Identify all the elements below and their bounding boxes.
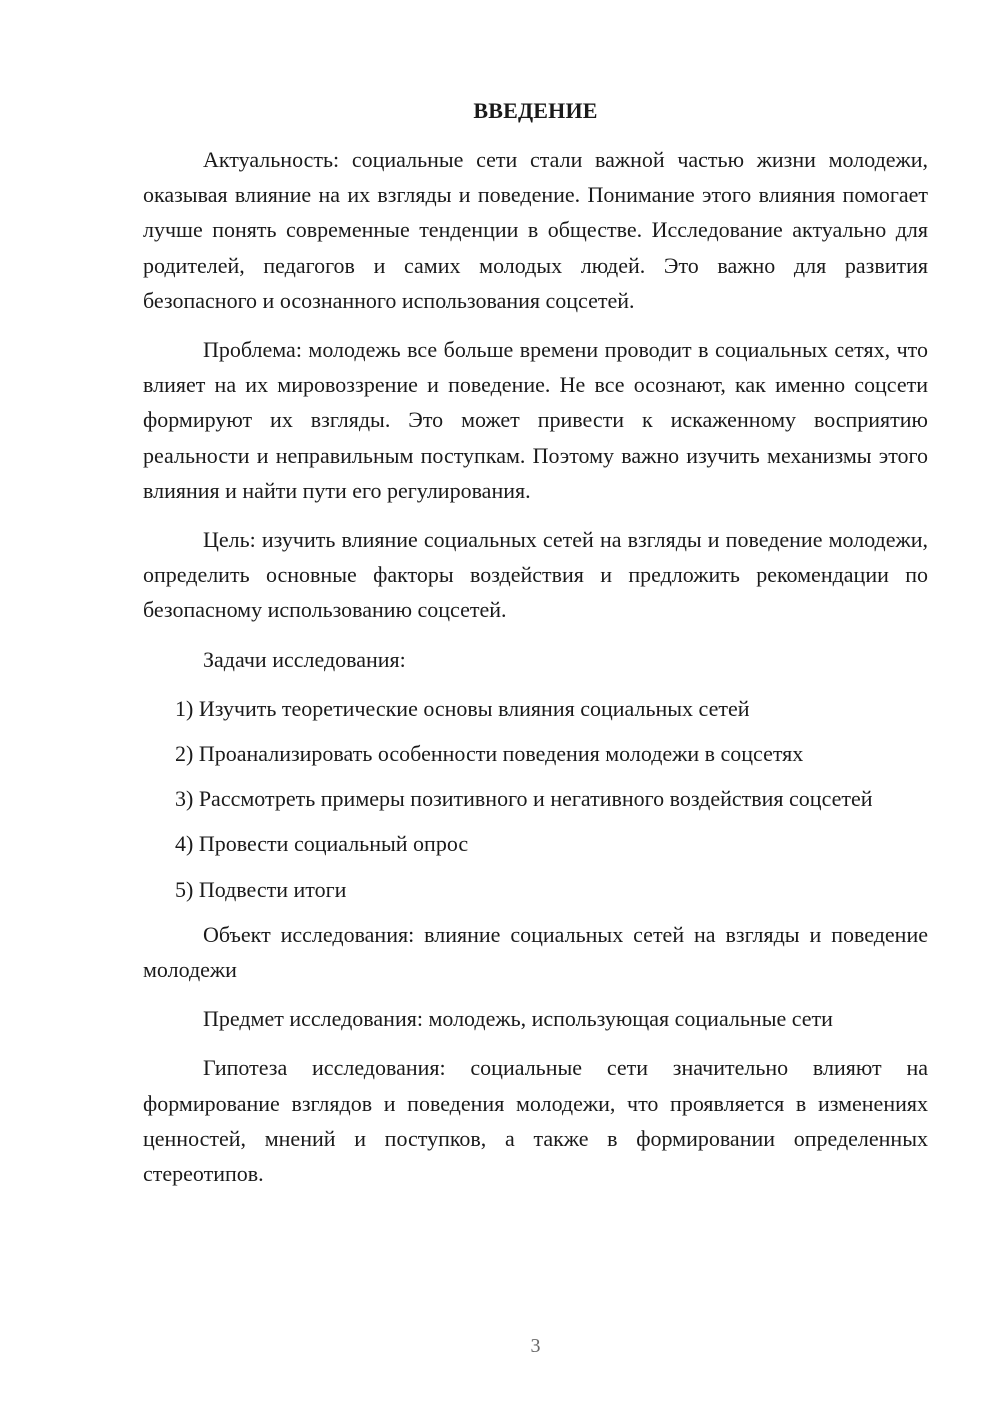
document-title: ВВЕДЕНИЕ xyxy=(473,98,598,123)
task-item-3: 3) Рассмотреть примеры позитивного и негативного воздействия соцсетей xyxy=(175,786,873,812)
task-item-1: 1) Изучить теоретические основы влияния социальных сетей xyxy=(175,695,750,721)
document-body xyxy=(143,142,928,1205)
paragraph-goal: Цель: изучить влияние социальных сетей на взгляды и поведение молодежи, определить основные факторы воздействия и предложить рекомендации по безопасному использованию соцсетей. xyxy=(143,527,928,623)
page-number: 3 xyxy=(530,1335,541,1357)
paragraph-problem: Проблема: молодежь все больше времени проводит в социальных сетях, что влияет на их мировоззрение и поведение. Не все осознают, как именно соцсети формируют их взгляды. Это может привести к искаженному восприятию реальности и неправильным поступкам. Поэтому важно изучить механизмы этого влияния и найти пути его регулирования. xyxy=(143,337,928,503)
paragraph-relevance: Актуальность: социальные сети стали важной частью жизни молодежи, оказывая влияние на их взгляды и поведение. Понимание этого влияния помогает лучше понять современные тенденции в обществе. Исследование актуально для родителей, педагогов и самих молодых людей. Это важно для развития безопасного и осознанного использования соцсетей. xyxy=(143,147,928,313)
paragraph-object: Объект исследования: влияние социальных сетей на взгляды и поведение молодежи xyxy=(143,921,928,983)
task-item-2: 2) Проанализировать особенности поведения молодежи в соцсетях xyxy=(175,741,804,767)
task-item-4: 4) Провести социальный опрос xyxy=(175,831,469,857)
task-item-5: 5) Подвести итоги xyxy=(175,876,347,902)
paragraph-hypothesis: Гипотеза исследования: социальные сети значительно влияют на формирование взглядов и поведения молодежи, что проявляется в изменениях ценностей, мнений и поступков, а также в формировании определенных стереотипов. xyxy=(143,1055,928,1187)
paragraph-tasks-heading: Задачи исследования: xyxy=(203,646,406,672)
document-page xyxy=(143,0,928,1414)
paragraph-subject: Предмет исследования: молодежь, использующая социальные сети xyxy=(203,1006,833,1032)
